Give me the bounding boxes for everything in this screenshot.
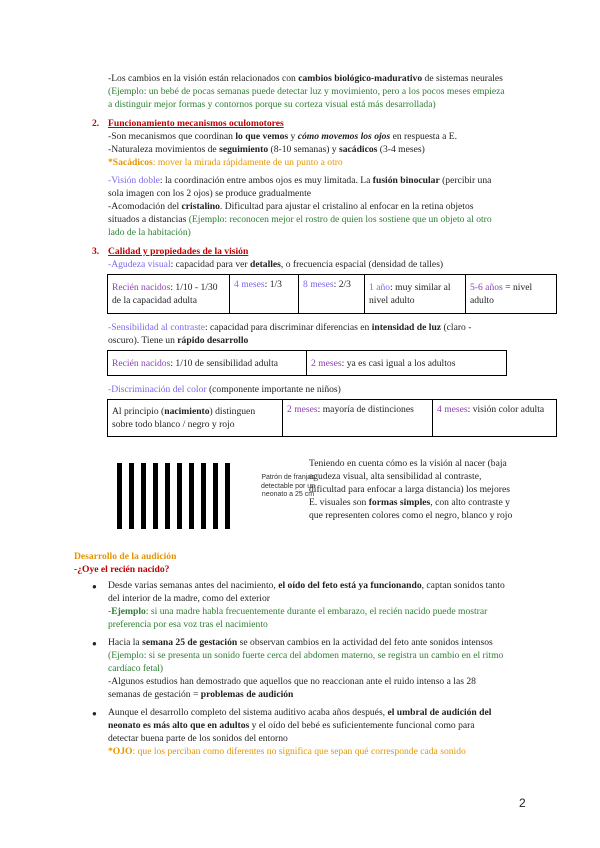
double-vision-line-2: sola imagen con los 2 ojos) se produce gradualmente [108,188,312,199]
contrast-cell-newborn: Recién nacidos: 1/10 de sensibilidad adulta [108,351,307,376]
bullet-1: ● [92,582,97,591]
double-vision-line-1: -Visión doble: la coordinación entre ambos ojos es muy limitada. La fusión binocular (percibir una [108,175,492,186]
figure-text-5: que representen colores como el negro, blanco y rojo [309,510,513,521]
hearing-section-title: Desarrollo de la audición [74,551,177,562]
intro-example-1: (Ejemplo: un bebé de pocas semanas puede detectar luz y movimiento, pero a los pocos meses empieza [108,86,505,97]
hearing-subtitle: -¿Oye el recién nacido? [74,564,170,575]
acuity-cell-5y: 5-6 años = nivel adulto [466,275,557,314]
contrast-line-2: oscuro). Tiene un rápido desarrollo [108,335,249,346]
acuity-cell-newborn: Recién nacidos: 1/10 - 1/30 de la capacidad adulta [108,275,230,314]
oculomotor-line-2: -Naturaleza movimientos de seguimiento (8-10 semanas) y sacádicos (3-4 meses) [108,144,425,155]
contrast-table [107,350,507,376]
stripe-pattern-figure [117,463,235,529]
figure-text-2: agudeza visual, alta sensibilidad al contraste, [309,471,482,482]
bullet-3: ● [92,709,97,718]
color-cell-4m: 4 meses: visión color adulta [433,400,557,437]
hearing-b2-line-4: semanas de gestación = problemas de audición [108,689,294,700]
section-2-title: Funcionamiento mecanismos oculomotores [108,118,284,129]
hearing-b3-line-2: neonato es más alto que en adultos y el oído del bebé es suficientemente funcional como para [108,720,475,731]
hearing-b1-example-1: -Ejemplo: si una madre habla frecuentemente durante el embarazo, el recién nacido puede mostrar [108,606,488,617]
hearing-b1-line-1: Desde varias semanas antes del nacimiento, el oído del feto está ya funcionando, captan sonidos tanto [108,580,505,591]
acuity-cell-4m: 4 meses: 1/3 [230,275,299,314]
hearing-b2-example-1: (Ejemplo: si se presenta un sonido fuerte cerca del abdomen materno, se registra un cambio en el ritmo [108,650,504,661]
ojo-note: *OJO: que los perciban como diferentes no significa que sepan qué corresponde cada sonido [108,746,466,757]
acuity-cell-1y: 1 año: muy similar al nivel adulto [365,275,466,314]
section-2-number: 2. [92,118,100,129]
color-discrimination-line: -Discriminación del color (componente importante ne niños) [108,384,341,395]
contrast-line-1: -Sensibilidad al contraste: capacidad para discriminar diferencias en intensidad de luz (claro - [108,322,472,333]
color-cell-2m: 2 meses: mayoría de distinciones [283,400,433,437]
intro-example-2: a distinguir mejor formas y contornos porque su corteza visual está más desarrollada) [108,99,436,110]
acuity-table [107,274,557,314]
figure-text-1: Teniendo en cuenta cómo es la visión al nacer (baja [309,458,507,469]
accommodation-line-2: situados a distancias (Ejemplo: reconocen mejor el rostro de quien los sostiene que un objeto al otro [108,214,492,225]
saccadic-note: *Sacádicos: mover la mirada rápidamente de un punto a otro [108,157,343,168]
page-number: 2 [519,796,526,810]
oculomotor-line-1: -Son mecanismos que coordinan lo que vemos y cómo movemos los ojos en respuesta a E. [108,131,458,142]
accommodation-line-1: -Acomodación del cristalino. Dificultad para ajustar el cristalino al enfocar en la retina objetos [108,201,474,212]
hearing-b1-line-2: del interior de la madre, como del exterior [108,593,270,604]
section-3-number: 3. [92,246,100,257]
contrast-cell-2m: 2 meses: ya es casi igual a los adultos [307,351,507,376]
hearing-b3-line-3: detectar buena parte de los sonidos del entorno [108,733,288,744]
color-table [107,399,557,437]
hearing-b3-line-1: Aunque el desarrollo completo del sistema auditivo acaba años después, el umbral de audición del [108,707,492,718]
bullet-2: ● [92,639,97,648]
hearing-b1-example-2: preferencia por esa voz tras el nacimiento [108,619,268,630]
acuity-cell-8m: 8 meses: 2/3 [299,275,365,314]
hearing-b2-line-3: -Algunos estudios han demostrado que aquellos que no reaccionan ante el ruido intenso a las 28 [108,676,476,687]
section-3-title: Calidad y propiedades de la visión [108,246,249,257]
hearing-b2-example-2: cardíaco fetal) [108,663,164,674]
accommodation-line-3: lado de la habitación) [108,227,191,238]
figure-text-4: E. visuales son formas simples, con alto contraste y [309,497,510,508]
figure-text-3: dificultad para enfocar a larga distancia) los mejores [309,484,510,495]
color-cell-birth: Al principio (nacimiento) distinguen sobre todo blanco / negro y rojo [108,400,283,437]
visual-acuity-line: -Agudeza visual: capacidad para ver detalles, o frecuencia espacial (densidad de talles) [108,259,444,270]
intro-line: -Los cambios en la visión están relacionados con cambios biológico-madurativo de sistemas neurales [108,73,503,84]
figure-caption: Patrón de franjas detectable por un neonato a 25 cm [260,474,316,498]
hearing-b2-line-1: Hacia la semana 25 de gestación se observan cambios en la actividad del feto ante sonidos intensos [108,637,493,648]
